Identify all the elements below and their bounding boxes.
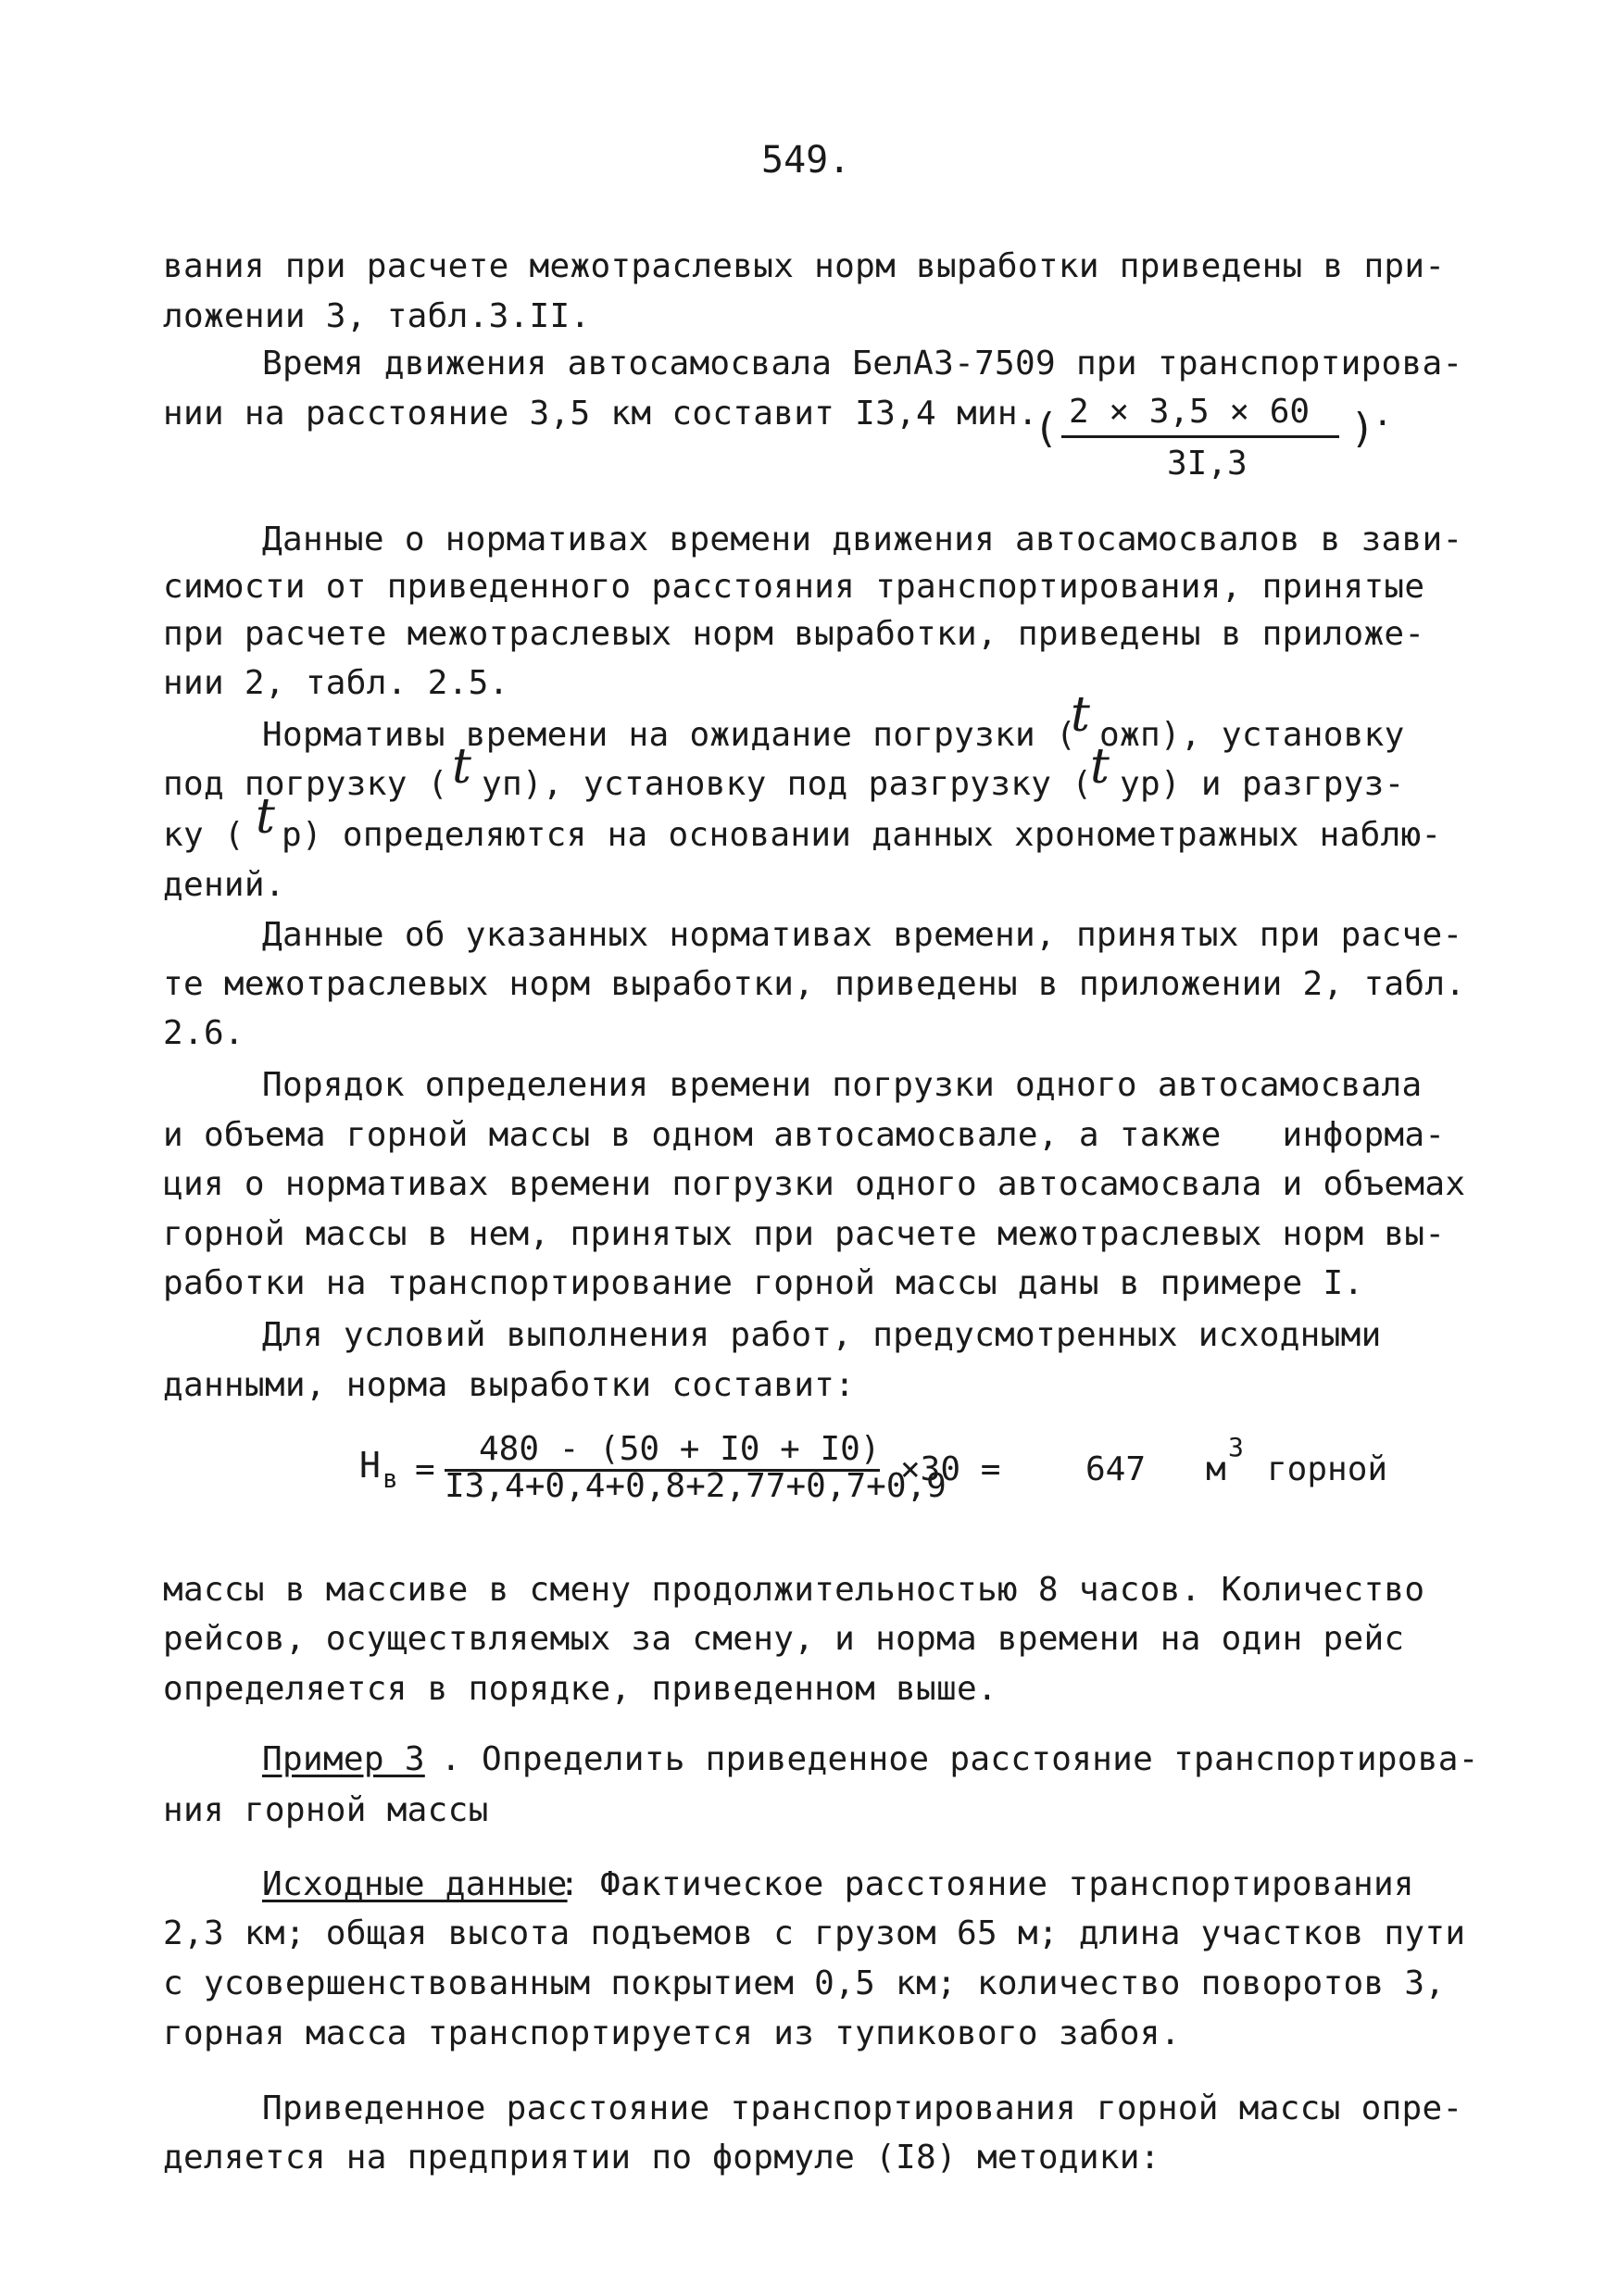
text-line: горной массы в нем, принятых при расчете межотраслевых норм вы- bbox=[163, 1215, 1446, 1253]
text-line: Приведенное расстояние транспортирования горной массы опре- bbox=[262, 2089, 1463, 2127]
formula2-denominator: I3,4+0,4+0,8+2,77+0,7+0,9 bbox=[445, 1467, 947, 1505]
source-data-heading: Исходные данные bbox=[262, 1865, 568, 1903]
text-line: при расчете межотраслевых норм выработки, приведены в приложе- bbox=[163, 615, 1425, 653]
text-line: р) определяются на основании данных хронометражных наблю- bbox=[282, 816, 1442, 854]
text-line: те межотраслевых норм выработки, приведены в приложении 2, табл. bbox=[163, 965, 1466, 1003]
text-line: работки на транспортирование горной массы даны в примере I. bbox=[163, 1264, 1364, 1302]
t-symbol: t bbox=[452, 739, 472, 795]
text-line: дений. bbox=[163, 866, 285, 904]
formula2-lhs: Н bbox=[359, 1445, 381, 1486]
text-line: массы в массиве в смену продолжительностью 8 часов. Количество bbox=[163, 1571, 1425, 1609]
formula2-lhs-subscript: в bbox=[383, 1463, 398, 1494]
t-symbol: t bbox=[1090, 739, 1110, 795]
text-line: ния горной массы bbox=[163, 1791, 489, 1829]
text-line: ур) и разгруз- bbox=[1120, 765, 1405, 803]
formula2-multiplier: ×30 = bbox=[900, 1450, 1001, 1488]
formula2-unit-superscript: 3 bbox=[1228, 1432, 1244, 1462]
text-line: Данные об указанных нормативах времени, принятых при расче- bbox=[262, 916, 1463, 954]
text-line: рейсов, осуществляемых за смену, и норма времени на один рейс bbox=[163, 1620, 1405, 1658]
text-line: горная масса транспортируется из тупикового забоя. bbox=[163, 2014, 1181, 2052]
text-line: ложении 3, табл.3.II. bbox=[163, 297, 591, 335]
text-line: с усовершенствованным покрытием 0,5 км; количество поворотов 3, bbox=[163, 1964, 1446, 2002]
paren-open: ( bbox=[1034, 405, 1059, 452]
text-line: нии на расстояние 3,5 км составит I3,4 мин. bbox=[163, 395, 1038, 433]
text-line: 2.6. bbox=[163, 1014, 245, 1052]
text-line: ожп), установку bbox=[1099, 716, 1405, 754]
t-symbol: t bbox=[1071, 687, 1091, 743]
text-line: : Фактическое расстояние транспортирования bbox=[559, 1865, 1414, 1903]
formula1-denominator: 3I,3 bbox=[1167, 445, 1248, 483]
text-line: и объема горной массы в одном автосамосвале, а также информа- bbox=[163, 1116, 1446, 1154]
text-line: уп), установку под разгрузку ( bbox=[482, 765, 1093, 803]
text-line: Данные о нормативах времени движения автосамосвалов в зави- bbox=[262, 521, 1463, 558]
text-line: 2,3 км; общая высота подъемов с грузом 65 м; длина участков пути bbox=[163, 1914, 1466, 1952]
page-number: 549. bbox=[761, 139, 851, 182]
t-symbol: t bbox=[256, 789, 276, 845]
text-line: под погрузку ( bbox=[163, 765, 448, 803]
formula2-tail: горной bbox=[1267, 1450, 1388, 1488]
period: . bbox=[1373, 395, 1393, 433]
text-line: ку ( bbox=[163, 816, 245, 854]
text-line: Порядок определения времени погрузки одного автосамосвала bbox=[262, 1066, 1423, 1104]
text-line: Нормативы времени на ожидание погрузки ( bbox=[262, 716, 1076, 754]
formula1-numerator: 2 × 3,5 × 60 bbox=[1069, 393, 1311, 431]
example-heading: Пример 3 bbox=[262, 1740, 425, 1778]
formula2-result: 647 bbox=[1085, 1450, 1147, 1488]
text-line: деляется на предприятии по формуле (I8) методики: bbox=[163, 2139, 1160, 2177]
text-line: Время движения автосамосвала БелАЗ-7509 при транспортирова- bbox=[262, 345, 1463, 383]
text-line: симости от приведенного расстояния транспортирования, принятые bbox=[163, 568, 1425, 606]
text-line: ция о нормативах времени погрузки одного автосамосвала и объемах bbox=[163, 1165, 1466, 1203]
formula2-numerator: 480 - (50 + I0 + I0) bbox=[479, 1430, 881, 1468]
text-line: определяется в порядке, приведенном выше. bbox=[163, 1670, 997, 1708]
text-line: нии 2, табл. 2.5. bbox=[163, 664, 509, 702]
fraction-bar bbox=[1061, 435, 1339, 438]
paren-close: ) bbox=[1350, 405, 1375, 452]
text-line: Для условий выполнения работ, предусмотренных исходными bbox=[262, 1316, 1382, 1354]
text-line: . Определить приведенное расстояние транспортирова- bbox=[441, 1740, 1479, 1778]
formula2-unit: м bbox=[1206, 1450, 1226, 1488]
text-line: данными, норма выработки составит: bbox=[163, 1366, 856, 1404]
text-line: вания при расчете межотраслевых норм выработки приведены в при- bbox=[163, 247, 1446, 285]
formula2-equals: = bbox=[415, 1450, 435, 1488]
